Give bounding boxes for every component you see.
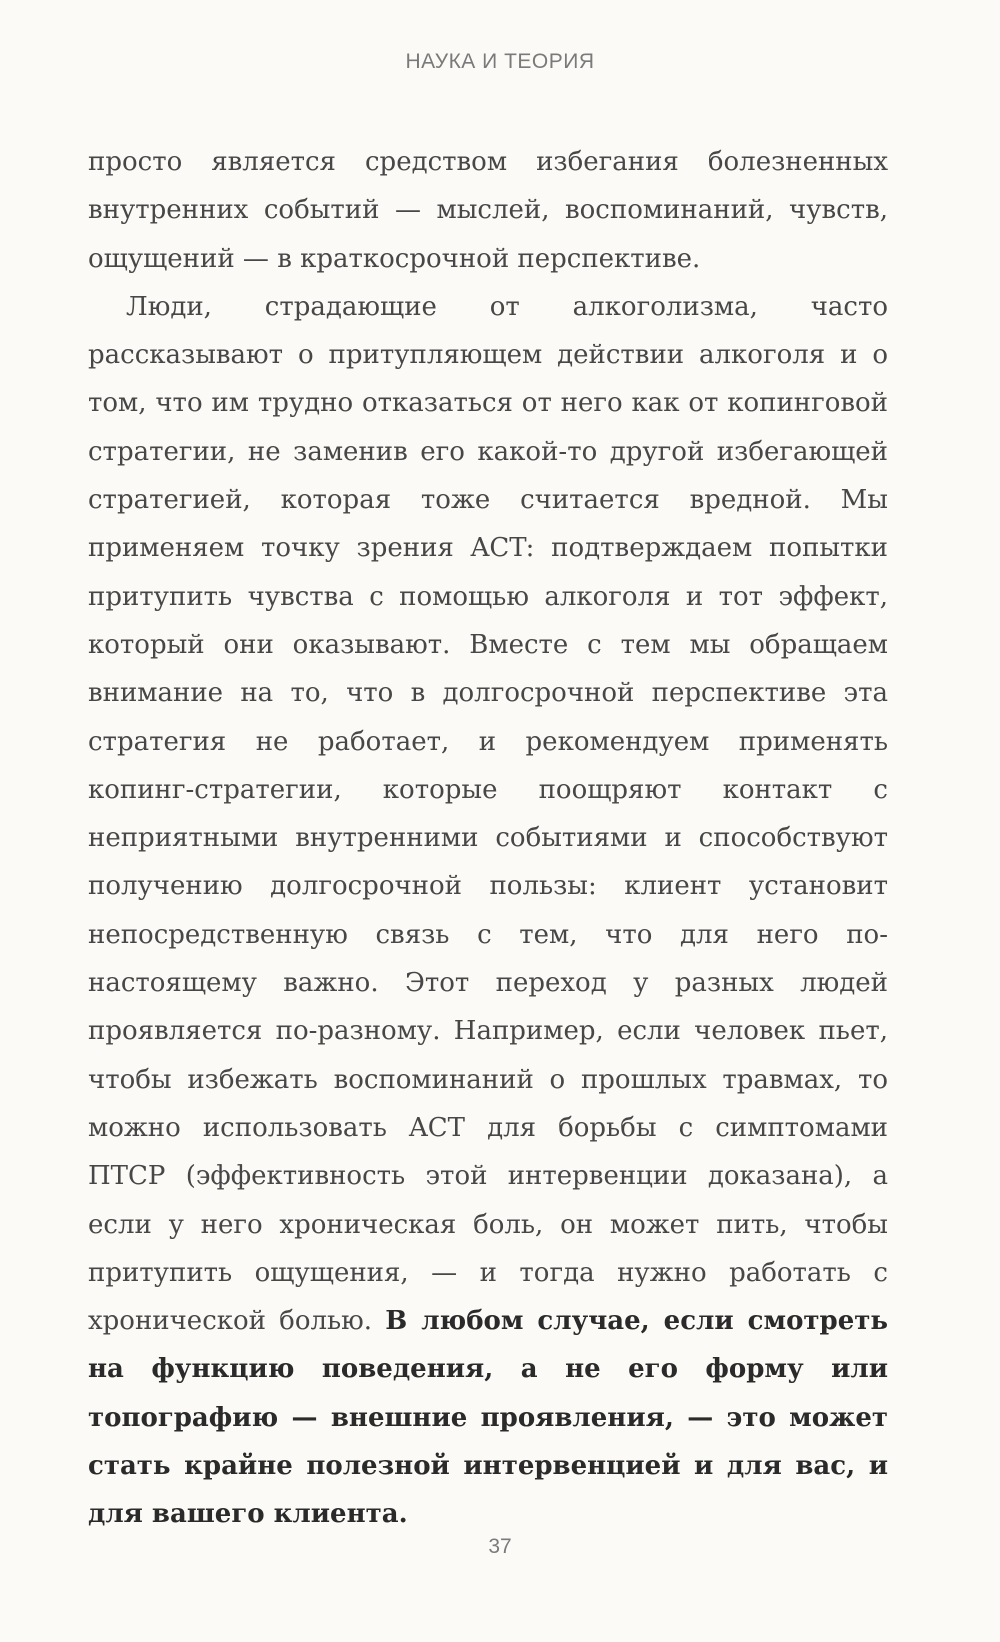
page-number: 37	[488, 1535, 512, 1558]
running-header: НАУКА И ТЕОРИЯ	[405, 50, 595, 73]
paragraph-2	[88, 283, 888, 1539]
body-text	[88, 138, 888, 1539]
paragraph-1: просто является средством избегания болезненных внутренних событий — мыслей, воспоминаний, чувств, ощущений — в краткосрочной перспективе.	[88, 147, 888, 274]
paragraph-2-regular-text: Люди, страдающие от алкоголизма, часто рассказывают о притупляющем действии алкоголя и о том, что им трудно отказаться от него как от копинговой стратегии, не заменив его какой-то другой избегающей стратегией, которая тоже считается вредной. Мы применяем точку зрения ACT: подтверждаем попытки притупить чувства с помощью алкоголя и тот эффект, который они оказывают. Вместе с тем мы обращаем внимание на то, что в долгосрочной перспективе эта стратегия не работает, и рекомендуем применять копинг-стратегии, которые поощряют контакт с неприятными внутренними событиями и способствуют получению долгосрочной пользы: клиент установит непосредственную связь с тем, что для него по-настоящему важно. Этот переход у разных людей проявляется по-разному. Например, если человек пьет, чтобы избежать воспоминаний о прошлых травмах, то можно использовать ACT для борьбы с симптомами ПТСР (эффективность этой интервенции доказана), а если у него хроническая боль, он может пить, чтобы притупить ощущения, — и тогда нужно работать с хронической болью.	[88, 291, 888, 1337]
paragraph-2-bold-text: В любом случае, если смотреть на функцию поведения, а не его форму или топографию — внешние проявления, — это может стать крайне полезной интервенцией и для вас, и для вашего клиента.	[88, 1306, 888, 1530]
